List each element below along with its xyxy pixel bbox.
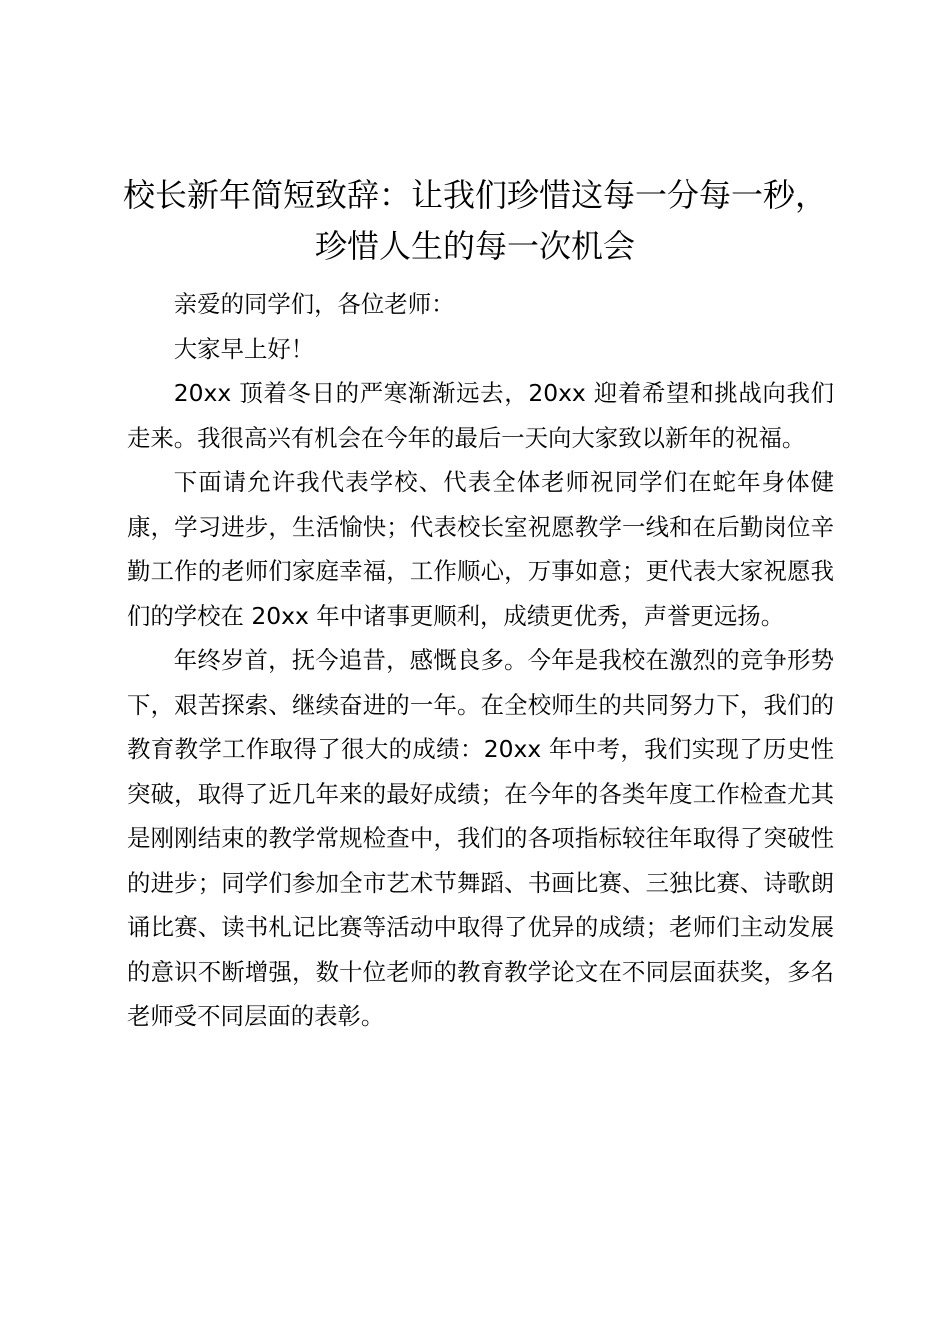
paragraph-new-year: 20xx 顶着冬日的严寒渐渐远去，20xx 迎着希望和挑战向我们走来。我很高兴有机会在今年的最后一天向大家致以新年的祝福。 [127,379,834,452]
document-title: 校长新年简短致辞：让我们珍惜这每一分每一秒，珍惜人生的每一次机会 [122,176,827,265]
paragraph-wishes: 下面请允许我代表学校、代表全体老师祝同学们在蛇年身体健康，学习进步，生活愉快；代表校长室祝愿教学一线和在后勤岗位辛勤工作的老师们家庭幸福，工作顺心，万事如意；更代表大家祝愿我们的学校在 20xx 年中诸事更顺利，成绩更优秀，声誉更远扬。 [127,468,834,630]
document-body [127,282,834,1039]
greeting: 大家早上好！ [173,334,315,363]
paragraph-achievements: 年终岁首，抚今追昔，感慨良多。今年是我校在激烈的竞争形势下，艰苦探索、继续奋进的一年。在全校师生的共同努力下，我们的教育教学工作取得了很大的成绩：20xx 年中考，我们实现了历史性突破，取得了近几年来的最好成绩；在今年的各类年度工作检查尤其是刚刚结束的教学常规检查中，我们的各项指标较往年取得了突破性的进步；同学们参加全市艺术节舞蹈、书画比赛、三独比赛、诗歌朗诵比赛、读书札记比赛等活动中取得了优异的成绩；老师们主动发展的意识不断增强，数十位老师的教育教学论文在不同层面获奖，多名老师受不同层面的表彰。 [127,646,834,1030]
salutation: 亲爱的同学们，各位老师： [173,290,455,318]
